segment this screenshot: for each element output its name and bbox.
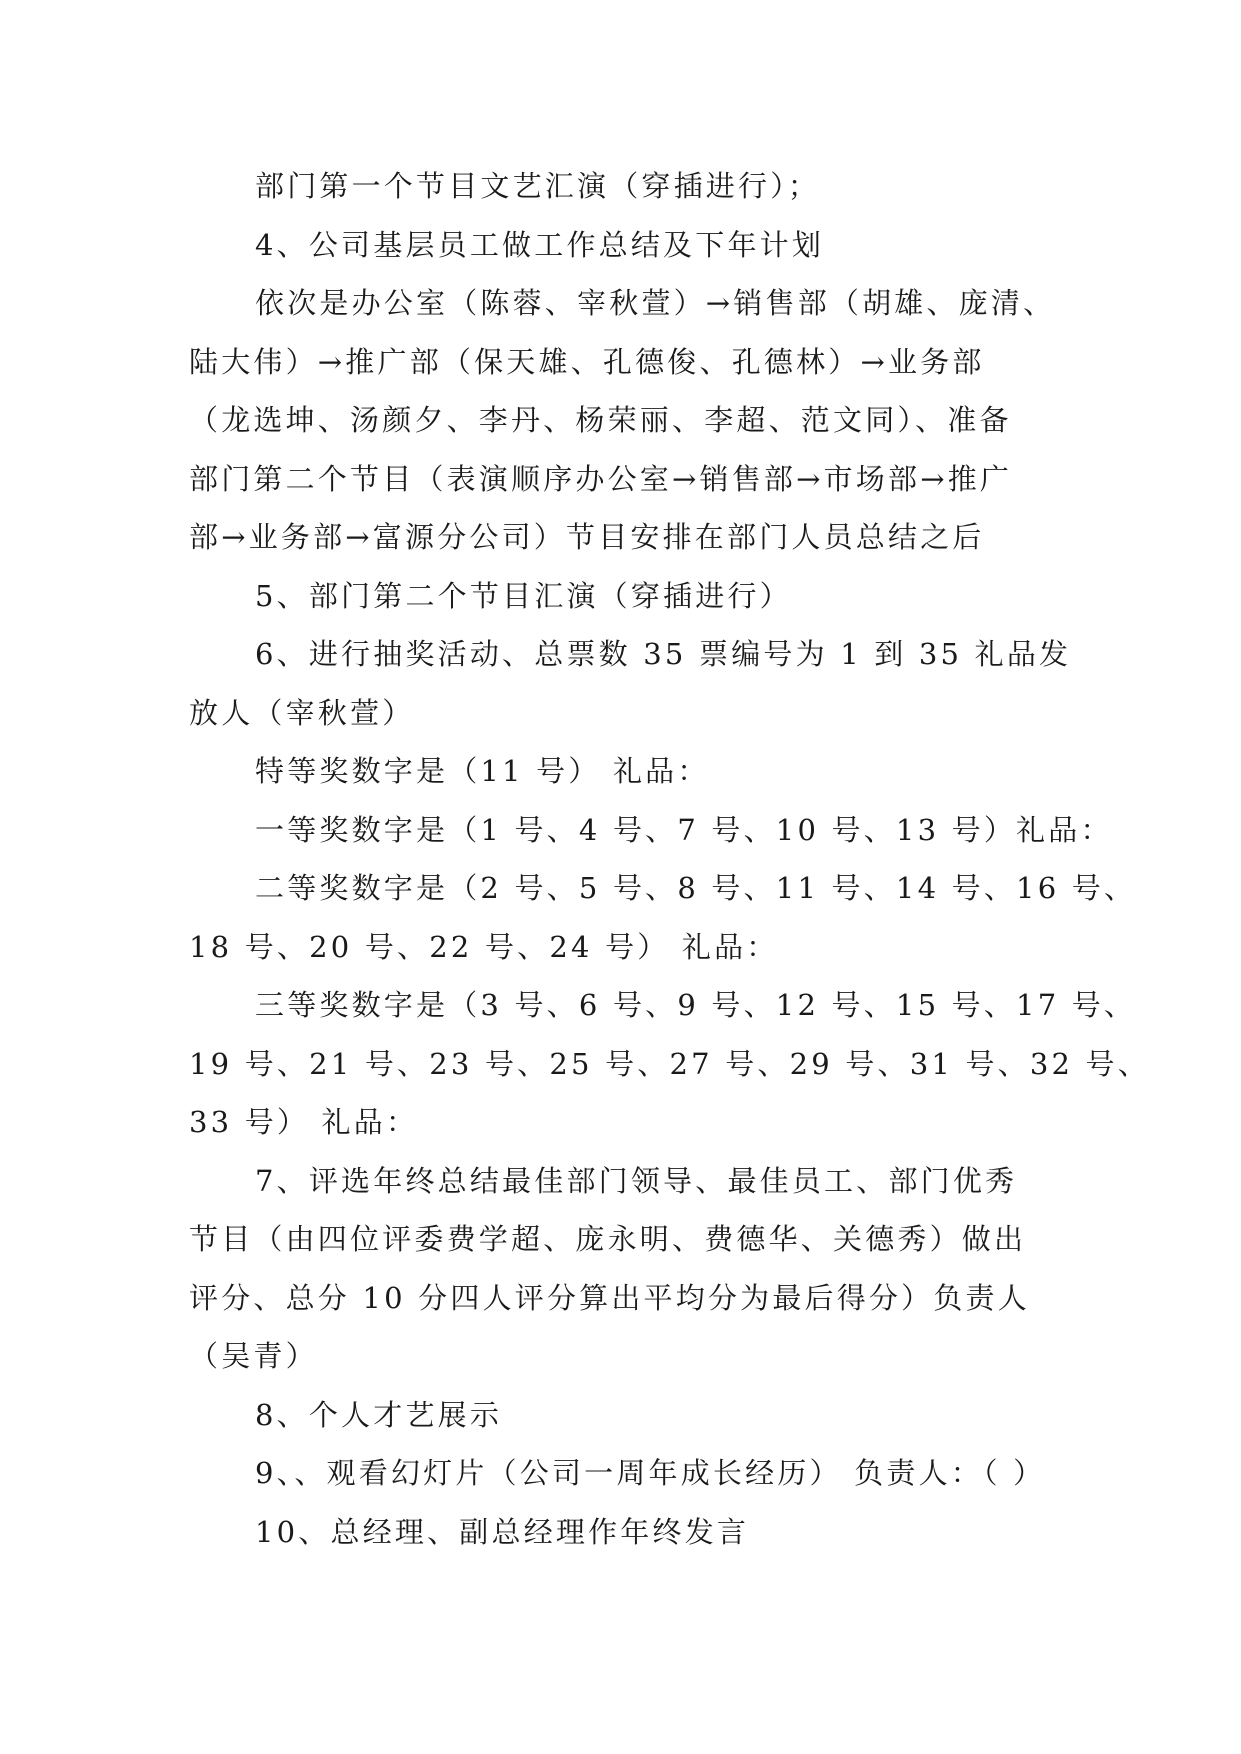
text-line: 依次是办公室（陈蓉、宰秋萱）→销售部（胡雄、庞清、 [255,286,1056,320]
text-line: 放人（宰秋萱） [189,695,415,730]
text-line: 6、进行抽奖活动、总票数 35 票编号为 1 到 35 礼品发 [255,637,1072,671]
text-line: 7、评选年终总结最佳部门领导、最佳员工、部门优秀 [255,1163,1018,1198]
text-line: 18 号、20 号、22 号、24 号） 礼品： [189,929,779,964]
text-line: 部门第一个节目文艺汇演（穿插进行）； [255,169,821,203]
document-body [189,157,1150,1561]
text-line: 33 号） 礼品： [189,1105,419,1139]
text-line: 10、总经理、副总经理作年终发言 [255,1514,750,1549]
text-line: 陆大伟）→推广部（保天雄、孔德俊、孔德林）→业务部 [189,344,985,379]
text-line: 一等奖数字是（1 号、4 号、7 号、10 号、13 号）礼品： [255,812,1113,847]
text-line: 4、公司基层员工做工作总结及下年计划 [255,227,825,262]
text-line: （吴青） [189,1339,318,1373]
text-line: 评分、总分 10 分四人评分算出平均分为最后得分）负责人 [189,1280,1030,1315]
text-line: 5、部门第二个节目汇演（穿插进行） [255,578,792,613]
text-line: 部→业务部→富源分公司）节目安排在部门人员总结之后 [189,520,985,554]
text-line: 8、个人才艺展示 [255,1397,503,1432]
text-line: （龙选坤、汤颜夕、李丹、杨荣丽、李超、范文同）、准备 [189,403,1012,437]
text-line: 二等奖数字是（2 号、5 号、8 号、11 号、14 号、16 号、 [255,871,1137,905]
text-line: 节目（由四位评委费学超、庞永明、费德华、关德秀）做出 [189,1222,1027,1256]
text-line: 特等奖数字是（11 号） 礼品： [255,754,710,788]
text-line: 部门第二个节目（表演顺序办公室→销售部→市场部→推广 [189,461,1013,496]
text-line: 三等奖数字是（3 号、6 号、9 号、12 号、15 号、17 号、 [255,988,1137,1022]
text-line: 19 号、21 号、23 号、25 号、27 号、29 号、31 号、32 号、 [189,1046,1150,1081]
text-line: 9、、观看幻灯片（公司一周年成长经历） 负责人：（ ） [255,1456,1046,1490]
